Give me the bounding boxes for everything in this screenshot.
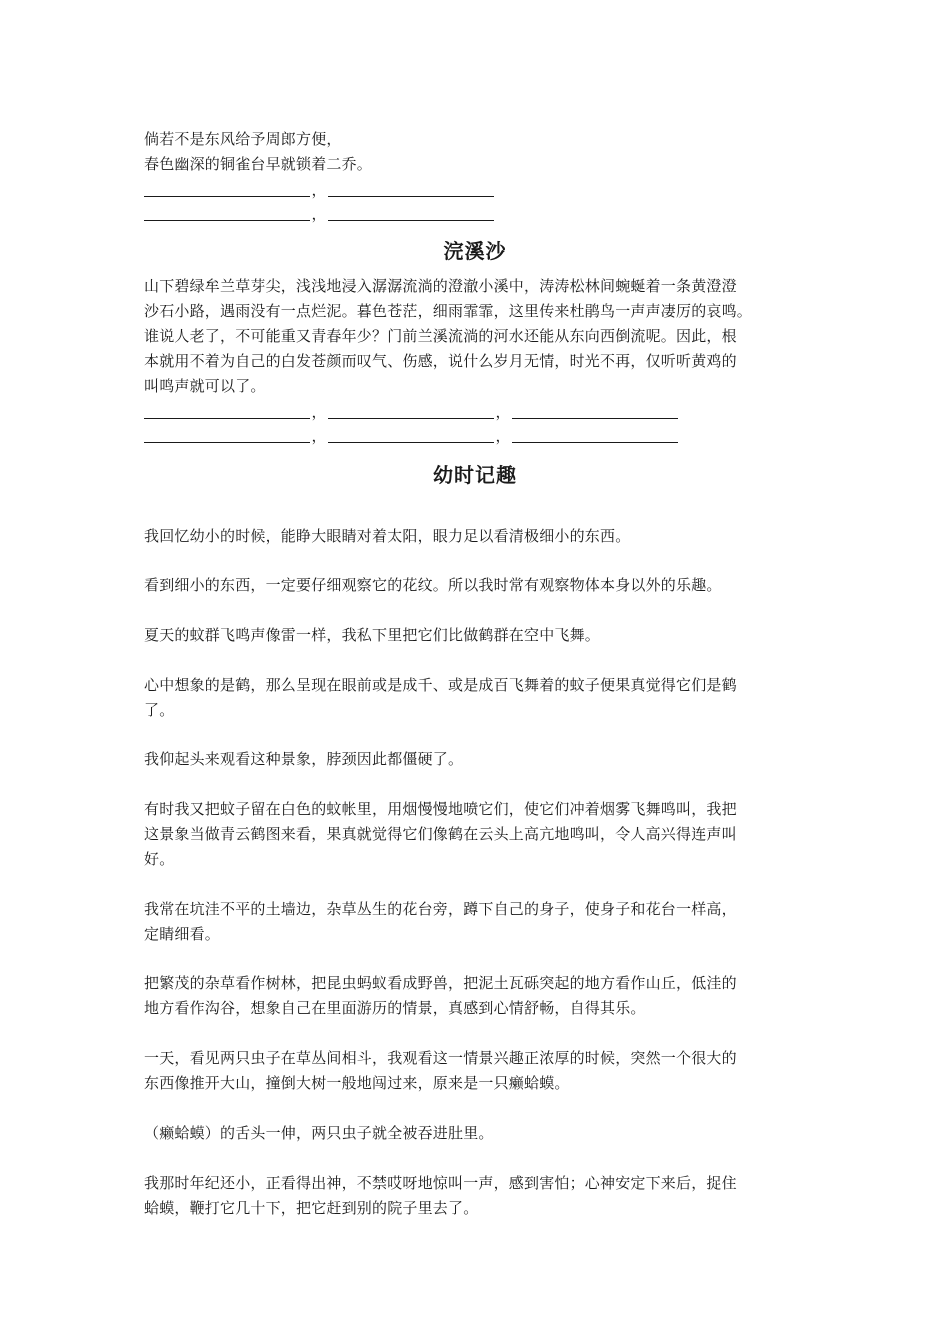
paragraph-line: 沙石小路，遇雨没有一点烂泥。暮色苍茫，细雨霏霏，这里传来杜鹃鸟一声声凄厉的哀鸣。 xyxy=(144,302,753,320)
paragraph-line: 地方看作沟谷，想象自己在里面游历的情景，真感到心情舒畅，自得其乐。 xyxy=(144,999,646,1017)
paragraph-line: 蛤蟆，鞭打它几十下，把它赶到别的院子里去了。 xyxy=(144,1199,479,1217)
paragraph-line: 我那时年纪还小，正看得出神，不禁哎呀地惊叫一声，感到害怕；心神安定下来后，捉住 xyxy=(144,1174,737,1192)
answer-blank-row xyxy=(144,426,678,446)
comma-separator: ， xyxy=(495,403,511,421)
paragraph-line: 山下碧绿牟兰草芽尖，浅浅地浸入潺潺流淌的澄澈小溪中，涛涛松林间蜿蜒着一条黄澄澄 xyxy=(144,277,737,295)
answer-blank-row xyxy=(144,402,678,422)
answer-blank[interactable] xyxy=(144,442,310,443)
paragraph-line: 一天，看见两只虫子在草丛间相斗，我观看这一情景兴趣正浓厚的时候，突然一个很大的 xyxy=(144,1049,737,1067)
paragraph-line: 把繁茂的杂草看作树林，把昆虫蚂蚁看成野兽，把泥土瓦砾突起的地方看作山丘，低洼的 xyxy=(144,974,737,992)
answer-blank[interactable] xyxy=(144,196,310,197)
comma-separator: ， xyxy=(311,205,327,223)
answer-blank[interactable] xyxy=(328,220,494,221)
paragraph-line: 谁说人老了，不可能重又青春年少？门前兰溪流淌的河水还能从东向西倒流呢。因此，根 xyxy=(144,327,737,345)
section-title: 浣溪沙 xyxy=(443,239,507,263)
paragraph-line: （癞蛤蟆）的舌头一伸，两只虫子就全被吞进肚里。 xyxy=(144,1124,494,1142)
answer-blank[interactable] xyxy=(144,418,310,419)
answer-blank[interactable] xyxy=(144,220,310,221)
paragraph-line: 有时我又把蚊子留在白色的蚊帐里，用烟慢慢地喷它们，使它们冲着烟雾飞舞鸣叫，我把 xyxy=(144,800,737,818)
comma-separator: ， xyxy=(495,427,511,445)
answer-blank-row xyxy=(144,204,494,224)
paragraph-line: 我常在坑洼不平的土墙边，杂草丛生的花台旁，蹲下自己的身子，使身子和花台一样高， xyxy=(144,900,737,918)
paragraph-line: 了。 xyxy=(144,701,175,719)
paragraph-line: 东西像推开大山，撞倒大树一般地闯过来，原来是一只癞蛤蟆。 xyxy=(144,1074,570,1092)
comma-separator: ， xyxy=(311,181,327,199)
poem-line: 倘若不是东风给予周郎方便， xyxy=(144,130,342,148)
paragraph-line: 我回忆幼小的时候，能睁大眼睛对着太阳，眼力足以看清极细小的东西。 xyxy=(144,527,631,545)
paragraph-line: 本就用不着为自己的白发苍颜而叹气、伤感，说什么岁月无情，时光不再，仅听听黄鸡的 xyxy=(144,352,737,370)
answer-blank[interactable] xyxy=(512,442,678,443)
answer-blank[interactable] xyxy=(328,418,494,419)
comma-separator: ， xyxy=(311,427,327,445)
answer-blank-row xyxy=(144,180,494,200)
paragraph-line: 看到细小的东西，一定要仔细观察它的花纹。所以我时常有观察物体本身以外的乐趣。 xyxy=(144,576,722,594)
answer-blank[interactable] xyxy=(512,418,678,419)
paragraph-line: 定睛细看。 xyxy=(144,925,221,943)
poem-line: 春色幽深的铜雀台早就锁着二乔。 xyxy=(144,155,373,173)
paragraph-line: 这景象当做青云鹤图来看，果真就觉得它们像鹤在云头上高亢地鸣叫，令人高兴得连声叫 xyxy=(144,825,737,843)
answer-blank[interactable] xyxy=(328,196,494,197)
paragraph-line: 我仰起头来观看这种景象，脖颈因此都僵硬了。 xyxy=(144,750,464,768)
paragraph-line: 好。 xyxy=(144,850,175,868)
comma-separator: ， xyxy=(311,403,327,421)
answer-blank[interactable] xyxy=(328,442,494,443)
section-title: 幼时记趣 xyxy=(433,463,517,487)
paragraph-line: 心中想象的是鹤，那么呈现在眼前或是成千、或是成百飞舞着的蚊子便果真觉得它们是鹤 xyxy=(144,676,737,694)
paragraph-line: 夏天的蚊群飞鸣声像雷一样，我私下里把它们比做鹤群在空中飞舞。 xyxy=(144,626,601,644)
paragraph-line: 叫鸣声就可以了。 xyxy=(144,377,266,395)
